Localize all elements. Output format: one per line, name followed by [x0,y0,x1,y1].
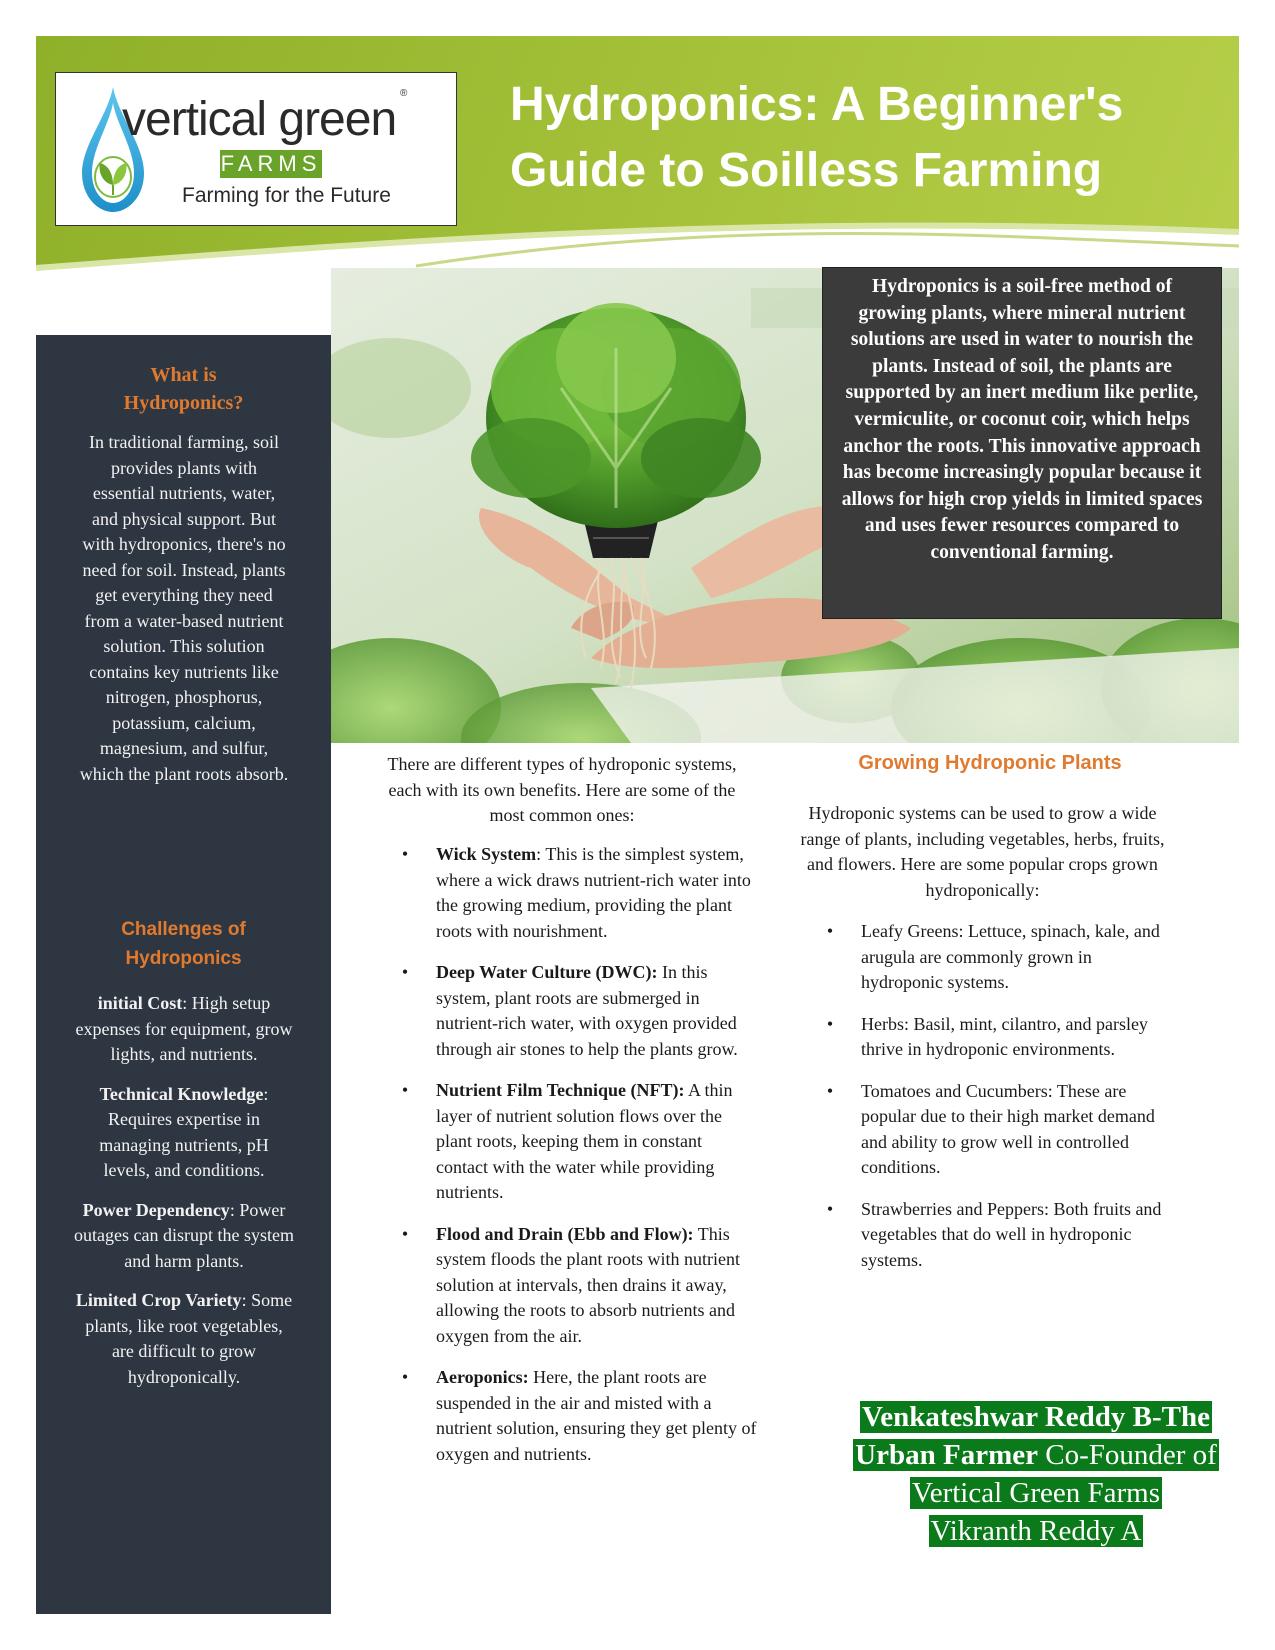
list-item [398,1365,758,1467]
what-is-heading-line-1: What is [150,364,217,386]
list-item [823,1197,1163,1274]
bullet-icon: • [826,1198,834,1219]
what-is-text: In traditional farming, soil provides plants with essential nutrients, water, and physical support. But with hydroponics, there's no need for soil. Instead, plants get everything they need from a water-based nutrient solution. This solution contains key nutrients like nitrogen, phosphorus, potassium, calcium, magnesium, and sulfur, which the plant roots absorb. [79,432,289,784]
list-item [823,919,1163,996]
challenge-term: Limited Crop Variety [75,1290,242,1310]
brand-tagline: Farming for the Future [182,184,391,207]
challenges-heading [36,915,331,973]
system-term: Wick System [436,844,537,864]
crop-text: Tomatoes and Cucumbers: These are popular due to their high market demand and ability to grow well in controlled conditions. [861,1080,1155,1177]
challenge-item [74,1082,294,1184]
list-item [398,1078,758,1206]
challenges-list [74,991,294,1404]
list-item [823,1079,1163,1181]
bullet-icon: • [401,962,409,982]
challenge-text: High setup expenses for equipment, grow lights, and nutrients. [75,993,293,1064]
system-term: Flood and Drain (Ebb and Flow): [436,1223,694,1244]
sidebar [36,335,331,1614]
challenge-sep: : [229,1199,240,1220]
what-is-heading-line-2: Hydroponics? [123,392,244,414]
what-is-heading [36,361,331,417]
challenges-heading-line-2: Hydroponics [125,948,242,969]
system-term: Nutrient Film Technique (NFT): [436,1080,685,1100]
bullet-icon: • [826,1080,834,1101]
challenge-item [74,1288,294,1390]
growing-heading: Growing Hydroponic Plants [858,752,1122,774]
bullet-icon: • [401,1367,409,1387]
system-term: Deep Water Culture (DWC): [436,962,658,982]
list-item [398,1222,758,1350]
credit-role: Co-Founder of Vertical Green Farms [911,1439,1217,1509]
challenge-text: Some plants, like root vegetables, are difficult to grow hydroponically. [85,1290,293,1387]
author-credit [836,1398,1236,1550]
challenge-term: Technical Knowledge [99,1083,264,1104]
challenge-sep: : [241,1290,252,1310]
bullet-icon: • [401,1080,409,1100]
bullet-icon: • [826,1013,834,1034]
challenges-heading-line-1: Challenges of [121,919,246,940]
list-item [823,1012,1163,1063]
crop-text: Herbs: Basil, mint, cilantro, and parsley thrive in hydroponic environments. [861,1013,1148,1059]
list-item [398,842,758,944]
system-text: In this system, plant roots are submerged in nutrient-rich water, with oxygen provided through air stones to help the plants grow. [436,962,738,1059]
bullet-icon: • [401,844,409,864]
system-text: This system floods the plant roots with nutrient solution at intervals, then drains it away, allowing the roots to absorb nutrients and oxygen from the air. [436,1223,740,1346]
brand-farms-label: FARMS [220,151,322,176]
brand-name: vertical green [122,93,397,146]
system-sep: : [536,844,546,864]
challenge-text: Power outages can disrupt the system and harm plants. [74,1199,294,1271]
systems-intro: There are different types of hydroponic systems, each with its own benefits. Here are some of the most common ones: [387,754,737,825]
registered-mark: ® [400,88,408,99]
credit-name: Venkateshwar Reddy B-The Urban Farmer [855,1401,1211,1471]
page-title [510,72,1210,204]
crop-text: Leafy Greens: Lettuce, spinach, kale, and arugula are commonly grown in hydroponic systems. [861,921,1160,992]
challenge-item [74,1198,294,1275]
challenge-term: initial Cost [97,993,183,1013]
definition-callout: Hydroponics is a soil-free method of growing plants, where mineral nutrient solutions are used in water to nourish the plants. Instead of soil, the plants are supported by an inert medium like perlite, vermiculite, or coconut coir, which helps anchor the roots. This innovative approach has become increasingly popular because it allows for high crop yields in limited spaces and uses fewer resources compared to conventional farming. [822,267,1222,619]
system-text: Here, the plant roots are suspended in the air and misted with a nutrient solution, ensuring they get plenty of oxygen and nutrients. [436,1367,757,1464]
challenge-sep: : [263,1083,269,1104]
crop-text: Strawberries and Peppers: Both fruits and vegetables that do well in hydroponic systems. [861,1198,1162,1270]
credit-second-name: Vikranth Reddy A [930,1515,1142,1547]
bullet-icon: • [826,921,834,941]
challenge-term: Power Dependency [82,1199,230,1220]
systems-list [398,842,758,1483]
system-term: Aeroponics: [436,1367,529,1387]
crops-list [823,919,1163,1289]
challenge-sep: : [182,993,192,1013]
title-line-2: Guide to Soilless Farming [510,144,1103,197]
growing-intro: Hydroponic systems can be used to grow a wide range of plants, including vegetables, herbs, fruits, and flowers. Here are some popular crops grown hydroponically: [800,803,1165,900]
title-line-1: Hydroponics: A Beginner's [510,78,1124,131]
challenge-text: Requires expertise in managing nutrients, pH levels, and conditions. [99,1109,269,1180]
challenge-item [74,991,294,1068]
system-text: A thin layer of nutrient solution flows over the plant roots, keeping them in constant contact with the water while providing nutrients. [436,1080,733,1202]
bullet-icon: • [401,1223,409,1244]
list-item [398,960,758,1062]
system-text: This is the simplest system, where a wick draws nutrient-rich water into the growing medium, providing the plant roots with nourishment. [436,844,751,941]
